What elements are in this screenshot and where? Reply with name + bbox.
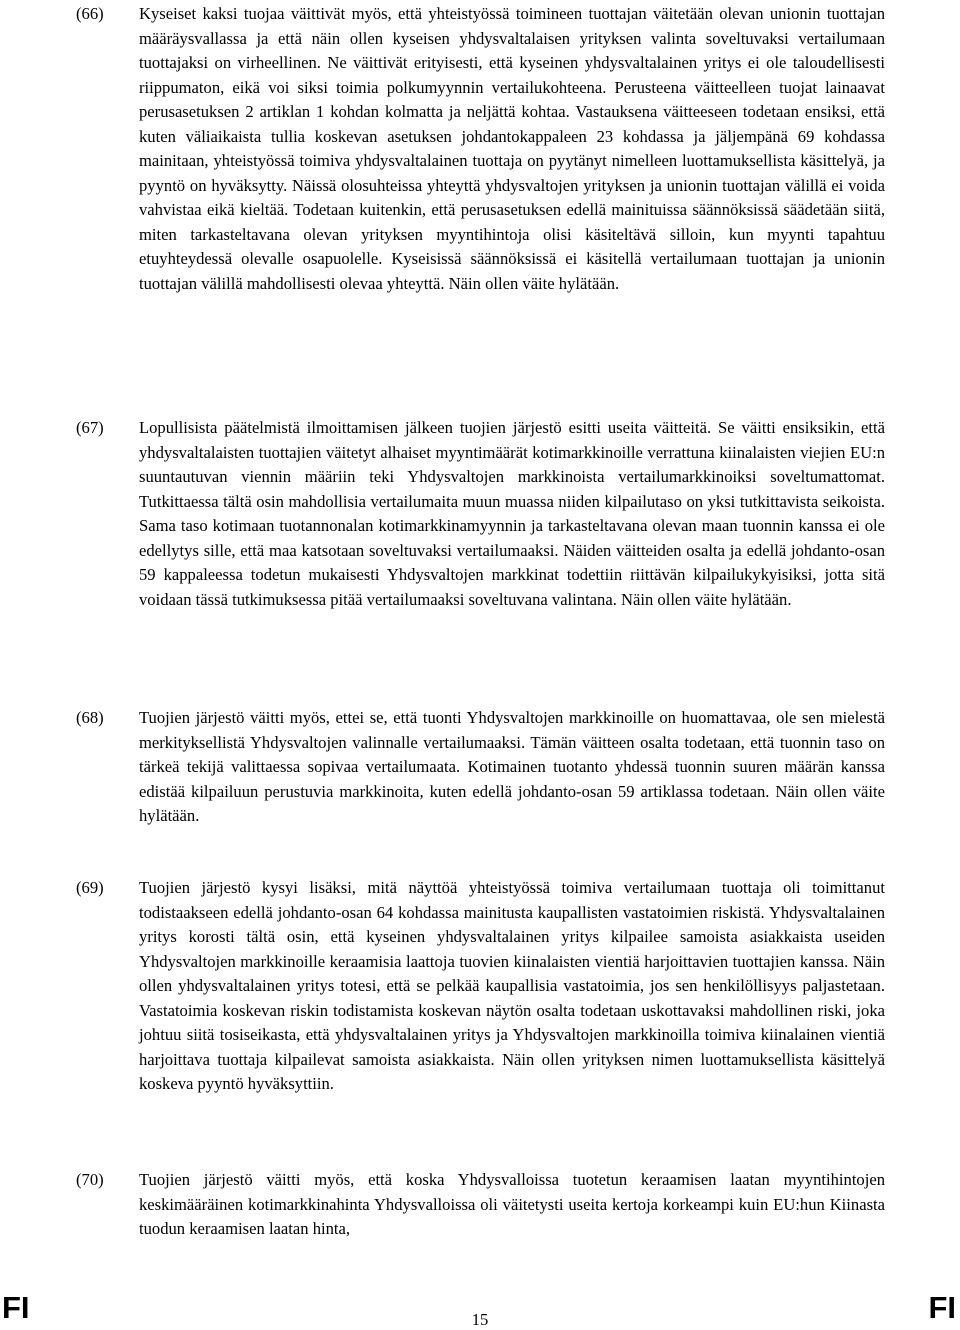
- page-number: 15: [471, 1310, 489, 1329]
- paragraph-text: Kyseiset kaksi tuojaa väittivät myös, että yhteistyössä toimineen tuottajan väitetään olevan unionin tuottajan määräysvallassa ja että näin ollen kyseisen yhdysvaltalaisen yrityksen valinta soveltuvaksi vertailumaan tuottajaksi on virheellinen. Ne väittivät erityisesti, että kyseinen yhdysvaltalainen yritys ei ole taloudellisesti riippumaton, eikä voi siksi toimia polkumyynnin vertailukohteena. Perusteena väitteelleen tuojat lainaavat perusasetuksen 2 artiklan 1 kohdan kolmatta ja neljättä kohtaa. Vastauksena väitteeseen todetaan ensiksi, että kuten väliaikaista tullia koskevan asetuksen johdantokappaleen 23 kohdassa ja jäljempänä 69 kohdassa mainitaan, yhteistyössä toimiva yhdysvaltalainen tuottaja on pyytänyt nimelleen luottamuksellista käsittelyä, ja pyyntö on hyväksytty. Näissä olosuhteissa yhteyttä yhdysvaltojen yrityksen ja unionin tuottajan välillä ei voida vahvistaa eikä kieltää. Todetaan kuitenkin, että perusasetuksen edellä mainituissa säännöksissä säädetään siitä, miten tarkasteltavana olevan yrityksen myyntihintoja olisi käsiteltävä silloin, kun myynti tapahtuu etuyhteydessä olevalle osapuolelle. Kyseisissä säännöksissä ei käsitellä vertailumaan tuottajan ja unionin tuottajan välillä mahdollisesti olevaa yhteyttä. Näin ollen väite hylätään.: [139, 4, 885, 294]
- footer-language-right: FI: [928, 1290, 956, 1325]
- footer-language-left: FI: [2, 1290, 30, 1325]
- paragraph-number: (70): [76, 1170, 104, 1189]
- paragraph-text: Tuojien järjestö kysyi lisäksi, mitä näyttöä yhteistyössä toimiva vertailumaan tuottaja oli toimittanut todistaakseen edellä johdanto-osan 64 kohdassa mainitusta kaupallisten vastatoimien riskistä. Yhdysvaltalainen yritys korosti tältä osin, että kyseinen yhdysvaltalainen yritys kilpailee samoista asiakkaista useiden Yhdysvaltojen markkinoille keraamisia laattoja tuovien kiinalaisten vientiä harjoittavien tuottajien kanssa. Näin ollen yhdysvaltalainen yritys totesi, että se pelkää kaupallisia vastatoimia, jos sen henkilöllisyys paljastetaan. Vastatoimia koskevan riskin todistamista koskevan näytön osalta todetaan uskottavaksi mahdollinen riski, joka johtuu siitä tosiseikasta, että yhdysvaltalainen yritys ja Yhdysvaltojen markkinoilla toimiva kiinalainen vientiä harjoittava tuottaja kilpailevat samoista asiakkaista. Näin ollen yrityksen nimen luottamuksellista käsittelyä koskeva pyyntö hyväksyttiin.: [139, 878, 885, 1094]
- paragraph-text: Tuojien järjestö väitti myös, ettei se, että tuonti Yhdysvaltojen markkinoille on huomattavaa, ole sen mielestä merkityksellistä Yhdysvaltojen valinnalle vertailumaaksi. Tämän väitteen osalta todetaan, että tuonnin taso on tärkeä tekijä valittaessa sopivaa vertailumaata. Kotimainen tuotanto yhdessä tuonnin suuren määrän kanssa edistää kilpailuun perustuvia markkinoita, kuten edellä johdanto-osan 59 artiklassa todetaan. Näin ollen väite hylätään.: [139, 708, 885, 826]
- paragraph-number: (67): [76, 418, 104, 437]
- paragraph-number: (66): [76, 4, 104, 23]
- paragraph-number: (68): [76, 708, 104, 727]
- paragraph-number: (69): [76, 878, 104, 897]
- paragraph-text: Lopullisista päätelmistä ilmoittamisen jälkeen tuojien järjestö esitti useita väitteitä. Se väitti ensiksikin, että yhdysvaltalaisten tuottajien väitetyt alhaiset myyntimäärät kotimarkkinoille verrattuna kiinalaisten viejien EU:n suuntautuvan viennin määriin teki Yhdysvaltojen markkinoista vertailumarkkinoiksi soveltumattomat. Tutkittaessa tältä osin mahdollisia vertailumaita muun muassa niiden kilpailutaso on yksi tutkittavista seikoista. Sama taso kotimaan tuotannonalan kotimarkkinamyynnin ja tarkasteltavana olevan maan tuonnin kanssa ei ole edellytys sille, että maa katsotaan soveltuvaksi vertailumaaksi. Näiden väitteiden osalta ja edellä johdanto-osan 59 kappaleessa todetun mukaisesti Yhdysvaltojen markkinat todettiin riittävän kilpailukykyisiksi, jotta sitä voidaan tässä tutkimuksessa pitää vertailumaaksi soveltuvana valintana. Näin ollen väite hylätään.: [139, 418, 885, 609]
- paragraph-text: Tuojien järjestö väitti myös, että koska Yhdysvalloissa tuotetun keraamisen laatan myyntihintojen keskimääräinen kotimarkkinahinta Yhdysvalloissa oli väitetysti useita kertoja korkeampi kuin EU:hun Kiinasta tuodun keraamisen laatan hinta,: [139, 1170, 885, 1239]
